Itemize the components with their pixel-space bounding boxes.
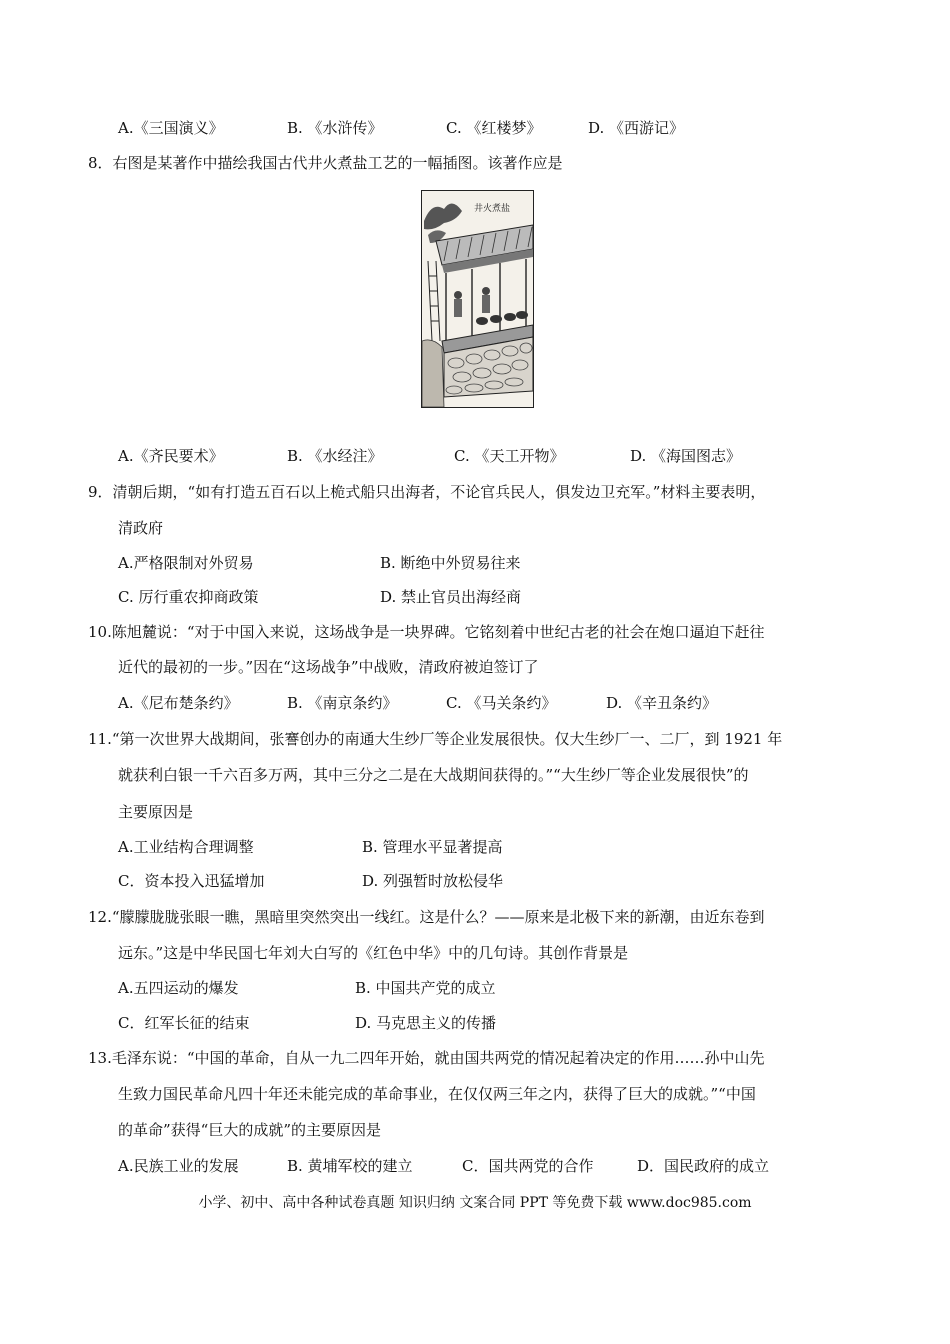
q11-option-a: A.工业结构合理调整 (118, 838, 254, 856)
q10-option-a: A.《尼布楚条约》 (118, 694, 239, 712)
q7-option-b: B. 《水浒传》 (287, 119, 383, 137)
q10-stem-line-2: 近代的最初的一步。”因在“这场战争”中战败，清政府被迫签订了 (118, 658, 539, 676)
q11-option-d: D. 列强暂时放松侵华 (362, 872, 504, 890)
q9-option-c: C. 厉行重农抑商政策 (118, 588, 259, 606)
q11-stem-line-2: 就获利白银一千六百多万两，其中三分之二是在大战期间获得的。”“大生纱厂等企业发展很快”的 (118, 766, 749, 784)
q9-option-d: D. 禁止官员出海经商 (380, 588, 522, 606)
q12-option-d: D. 马克思主义的传播 (355, 1014, 497, 1032)
q10-option-c: C. 《马关条约》 (446, 694, 557, 712)
q13-stem-line-2: 生致力国民革命凡四十年还未能完成的革命事业，在仅仅两三年之内，获得了巨大的成就。”“中国 (118, 1085, 756, 1103)
q11-option-c: C．资本投入迅猛增加 (118, 872, 265, 890)
q11-option-b: B. 管理水平显著提高 (362, 838, 503, 856)
illustration-caption: 井火煮盐 (473, 204, 511, 214)
q9-stem-line-2: 清政府 (118, 519, 164, 537)
q13-option-c: C．国共两党的合作 (462, 1157, 594, 1175)
q9-stem-line-1: 9．清朝后期，“如有打造五百石以上桅式船只出海者，不论官兵民人，俱发边卫充军。”材料主要表明， (88, 483, 766, 501)
q8-option-c: C. 《天工开物》 (454, 447, 565, 465)
q11-stem-line-3: 主要原因是 (118, 803, 194, 821)
q7-option-a: A.《三国演义》 (118, 119, 224, 137)
q12-stem-line-1: 12.“朦朦胧胧张眼一瞧，黑暗里突然突出一线红。这是什么？——原来是北极下来的新潮，由近东卷到 (88, 908, 765, 926)
q12-option-a: A.五四运动的爆发 (118, 979, 239, 997)
q8-stem: 8．右图是某著作中描绘我国古代井火煮盐工艺的一幅插图。该著作应是 (88, 154, 563, 172)
q13-stem-line-3: 的革命”获得“巨大的成就”的主要原因是 (118, 1121, 382, 1139)
q11-stem-line-1: 11.“第一次世界大战期间，张謇创办的南通大生纱厂等企业发展很快。仅大生纱厂一、二厂，到 1921 年 (88, 730, 783, 748)
page-footer: 小学、初中、高中各种试卷真题 知识归纳 文案合同 PPT 等免费下载 www.doc985.com (198, 1195, 752, 1211)
q10-stem-line-1: 10.陈旭麓说：“对于中国入来说，这场战争是一块界碑。它铭刻着中世纪古老的社会在炮口逼迫下赶往 (88, 623, 765, 641)
q7-option-d: D. 《西游记》 (588, 119, 685, 137)
q13-option-d: D．国民政府的成立 (637, 1157, 770, 1175)
q7-option-c: C. 《红楼梦》 (446, 119, 542, 137)
q8-option-b: B. 《水经注》 (287, 447, 383, 465)
q12-option-b: B. 中国共产党的成立 (355, 979, 496, 997)
q9-option-a: A.严格限制对外贸易 (118, 554, 254, 572)
q10-option-b: B. 《南京条约》 (287, 694, 398, 712)
q13-option-a: A.民族工业的发展 (118, 1157, 239, 1175)
q8-option-a: A.《齐民要术》 (118, 447, 224, 465)
q12-stem-line-2: 远东。”这是中华民国七年刘大白写的《红色中华》中的几句诗。其创作背景是 (118, 944, 629, 962)
q8-option-d: D. 《海国图志》 (630, 447, 742, 465)
q12-option-c: C．红军长征的结束 (118, 1014, 250, 1032)
q13-option-b: B. 黄埔军校的建立 (287, 1157, 413, 1175)
q13-stem-line-1: 13.毛泽东说：“中国的革命，自从一九二四年开始，就由国共两党的情况起着决定的作用……孙中山先 (88, 1049, 765, 1067)
q9-option-b: B. 断绝中外贸易往来 (380, 554, 521, 572)
salt-boiling-illustration (421, 190, 534, 408)
q10-option-d: D. 《辛丑条约》 (606, 694, 718, 712)
